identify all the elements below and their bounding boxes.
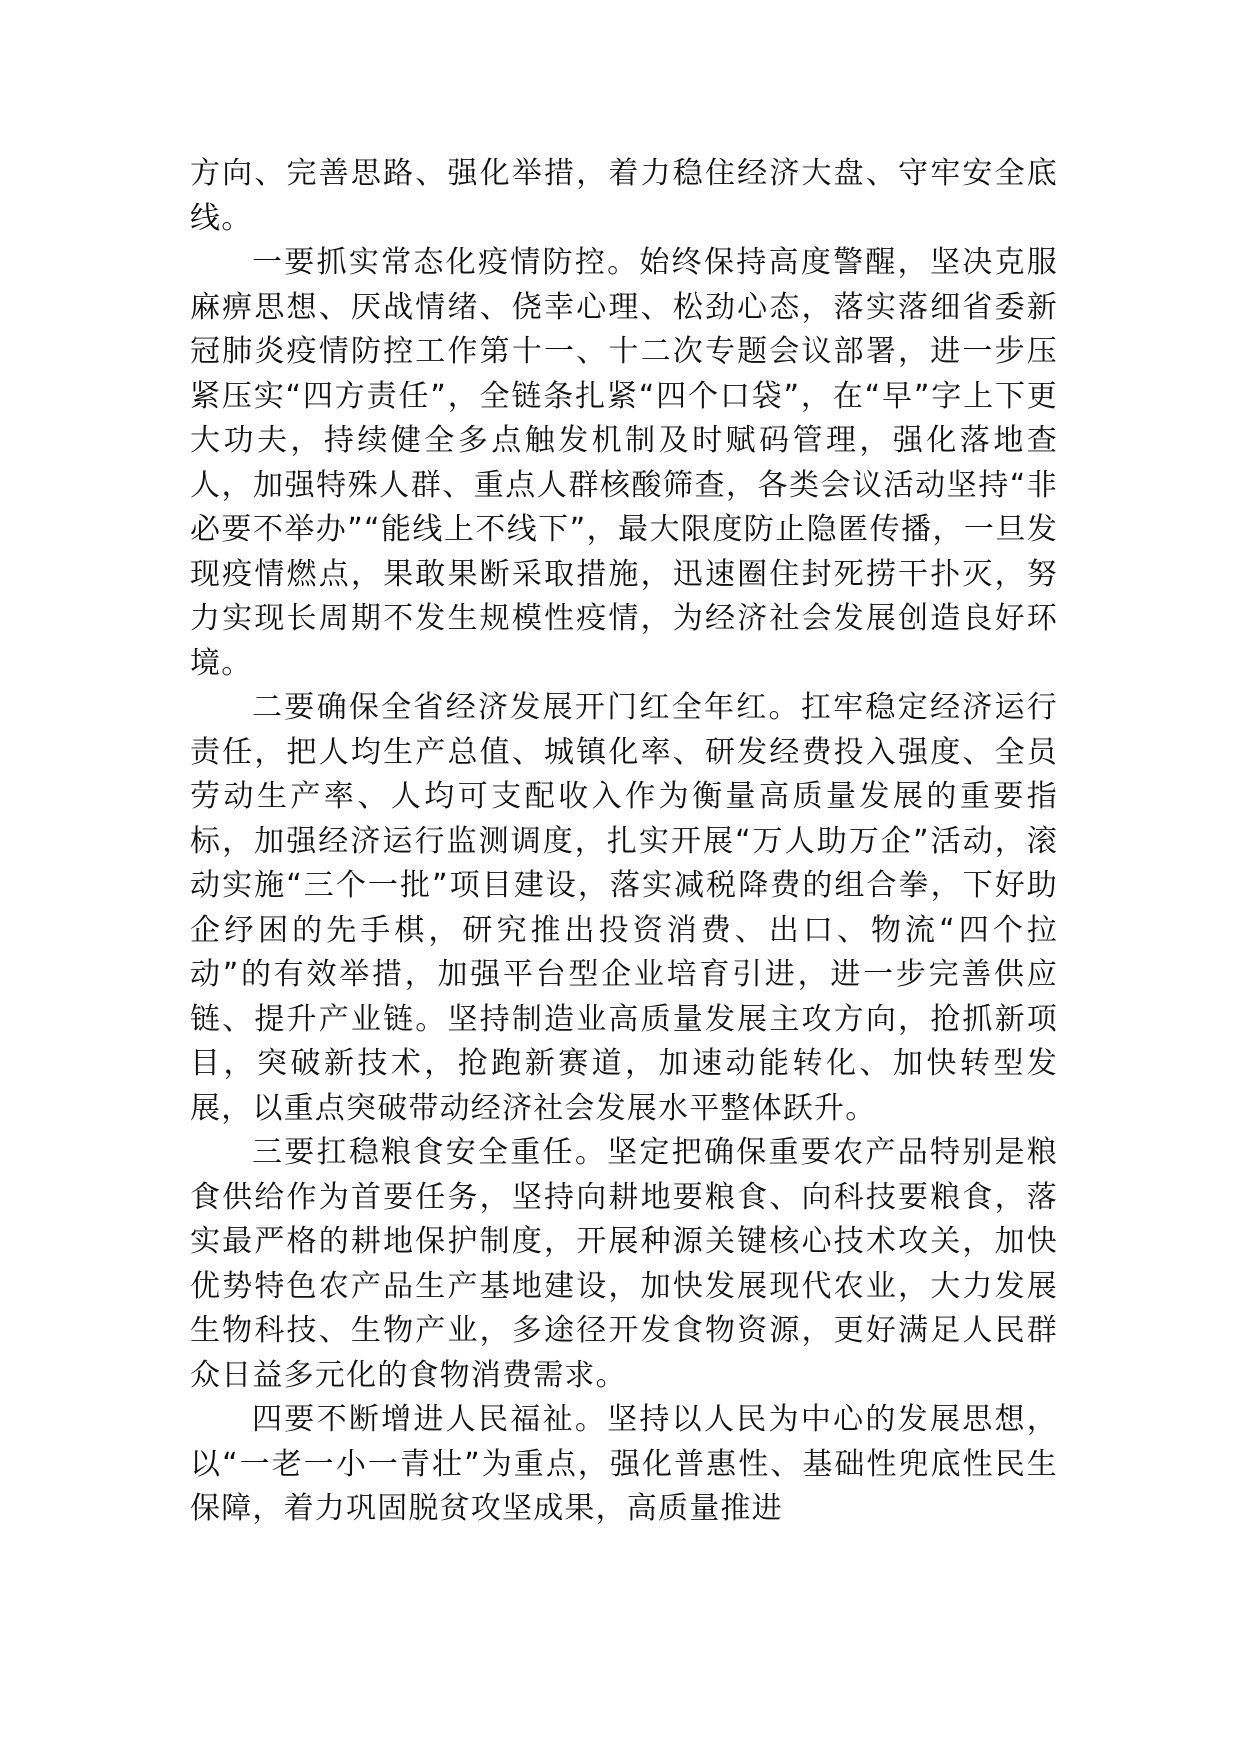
- paragraph-1: 方向、完善思路、强化举措，着力稳住经济大盘、守牢安全底线。: [190, 156, 1058, 236]
- paragraph-3: 二要确保全省经济发展开门红全年红。扛牢稳定经济运行责任，把人均生产总值、城镇化率、研发经费投入强度、全员劳动生产率、人均可支配收入作为衡量高质量发展的重要指标，加强经济运行监测调度，扎实开展“万人助万企”活动，滚动实施“三个一批”项目建设，落实减税降费的组合拳，下好助企纾困的先手棋，研究推出投资消费、出口、物流“四个拉动”的有效举措，加强平台型企业培育引进，进一步完善供应链、提升产业链。坚持制造业高质量发展主攻方向，抢抓新项目，突破新技术，抢跑新赛道，加速动能转化、加快转型发展，以重点突破带动经济社会发展水平整体跃升。: [190, 690, 1058, 1126]
- paragraph-4: 三要扛稳粮食安全重任。坚定把确保重要农产品特别是粮食供给作为首要任务，坚持向耕地要粮食、向科技要粮食，落实最严格的耕地保护制度，开展种源关键核心技术攻关，加快优势特色农产品生产基地建设，加快发展现代农业，大力发展生物科技、生物产业，多途径开发食物资源，更好满足人民群众日益多元化的食物消费需求。: [190, 1135, 1058, 1393]
- paragraph-5: 四要不断增进人民福祉。坚持以人民为中心的发展思想，以“一老一小一青壮”为重点，强化普惠性、基础性兜底性民生保障，着力巩固脱贫攻坚成果，高质量推进: [190, 1402, 1058, 1526]
- document-page: [190, 152, 1058, 1532]
- paragraph-2: 一要抓实常态化疫情防控。始终保持高度警醒，坚决克服麻痹思想、厌战情绪、侥幸心理、松劲心态，落实落细省委新冠肺炎疫情防控工作第十一、十二次专题会议部署，进一步压紧压实“四方责任”，全链条扎紧“四个口袋”，在“早”字上下更大功夫，持续健全多点触发机制及时赋码管理，强化落地查人，加强特殊人群、重点人群核酸筛查，各类会议活动坚持“非必要不举办”“能线上不线下”，最大限度防止隐匿传播，一旦发现疫情燃点，果敢果断采取措施，迅速圈住封死捞干扑灭，努力实现长周期不发生规模性疫情，为经济社会发展创造良好环境。: [190, 245, 1058, 681]
